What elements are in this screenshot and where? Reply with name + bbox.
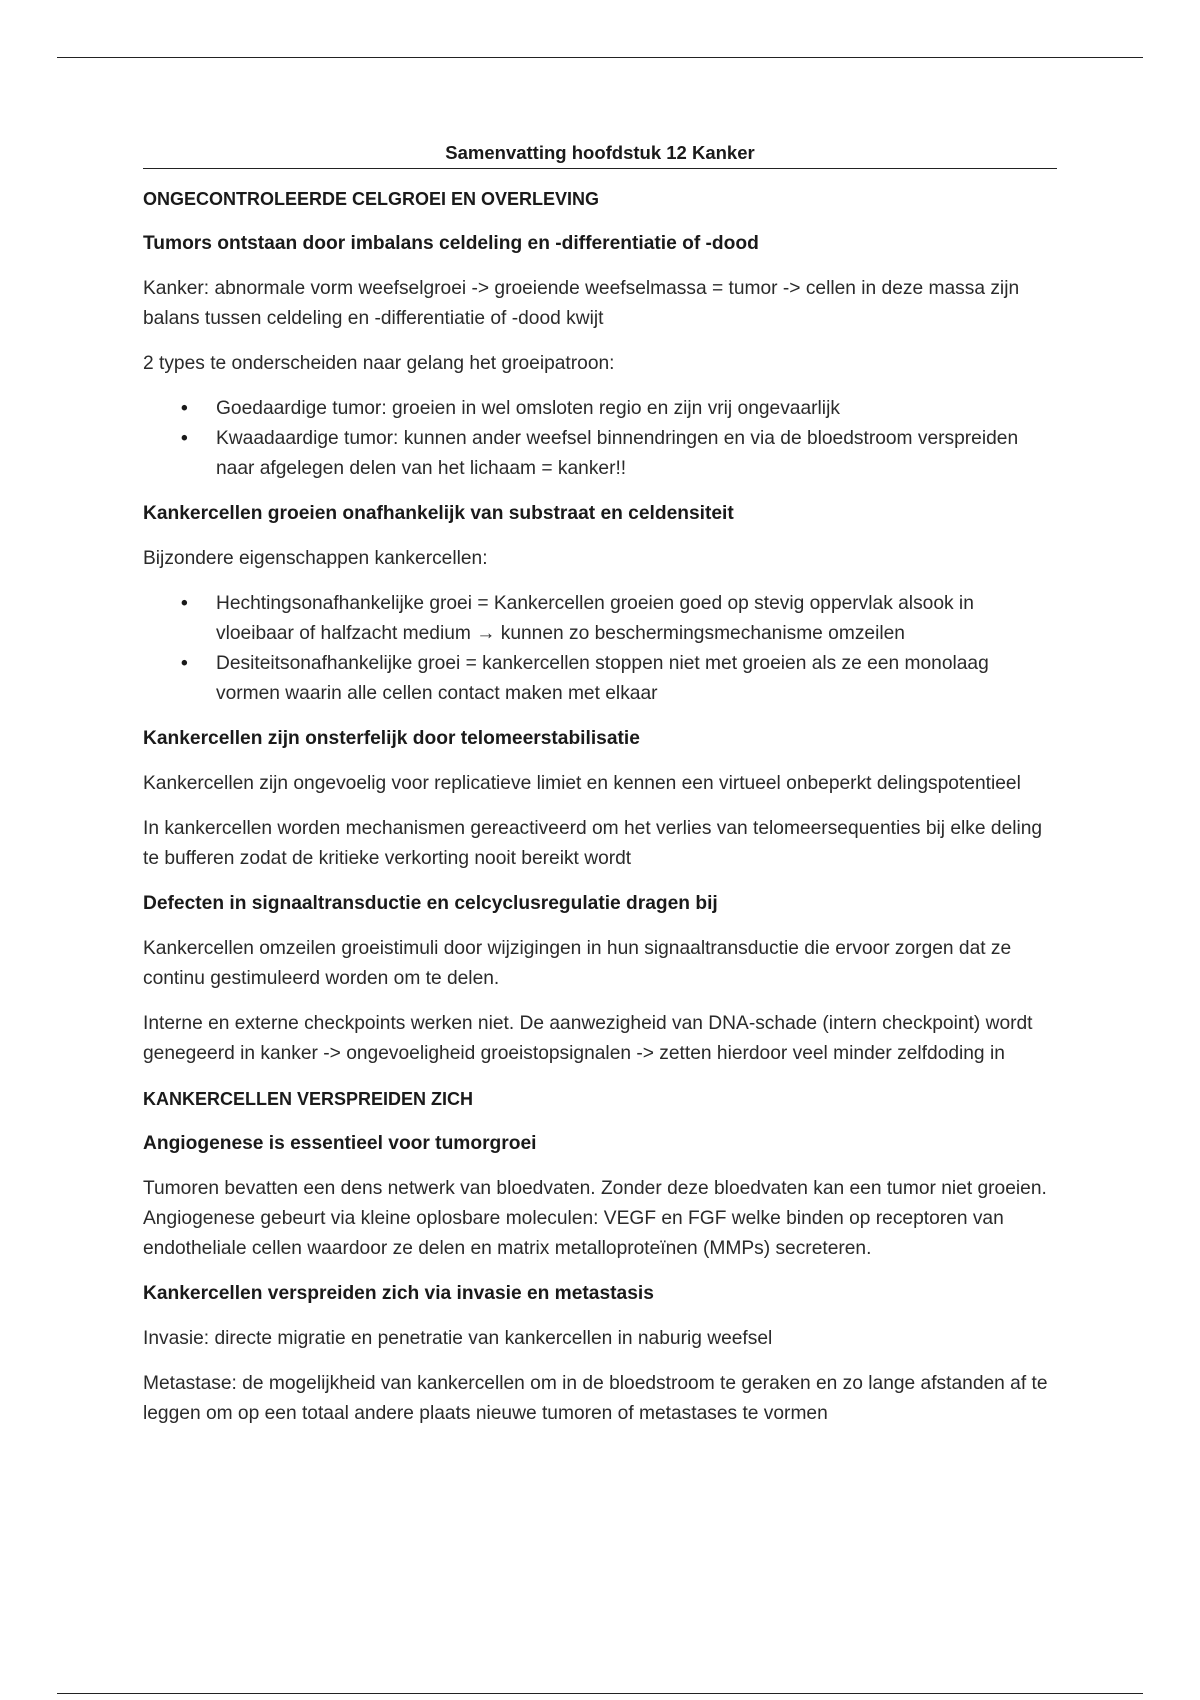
- list-item: [143, 424, 1057, 484]
- bullet-icon: •: [181, 398, 188, 419]
- page-top-rule: [57, 57, 1143, 58]
- subheading-telomeer: Kankercellen zijn onsterfelijk door telomeerstabilisatie: [143, 728, 640, 749]
- paragraph: Kanker: abnormale vorm weefselgroei -> groeiende weefselmassa = tumor -> cellen in deze massa zijn balans tussen celdeling en -differentiatie of -dood kwijt: [143, 278, 1020, 329]
- paragraph: 2 types te onderscheiden naar gelang het groeipatroon:: [143, 353, 615, 374]
- subheading-angiogenese: Angiogenese is essentieel voor tumorgroei: [143, 1133, 537, 1154]
- bullet-list-tumor-types: [143, 394, 1057, 484]
- paragraph: Invasie: directe migratie en penetratie van kankercellen in naburig weefsel: [143, 1328, 773, 1349]
- bullet-icon: •: [181, 593, 188, 614]
- paragraph: Kankercellen omzeilen groeistimuli door wijzigingen in hun signaaltransductie die ervoor zorgen dat ze continu gestimuleerd worden om te delen.: [143, 938, 1012, 989]
- subheading-imbalans: Tumors ontstaan door imbalans celdeling en -differentiatie of -dood: [143, 233, 759, 254]
- document-title: Samenvatting hoofdstuk 12 Kanker: [143, 140, 1057, 169]
- paragraph: Kankercellen zijn ongevoelig voor replicatieve limiet en kennen een virtueel onbeperkt delingspotentieel: [143, 773, 1021, 794]
- section-heading-verspreiden: KANKERCELLEN VERSPREIDEN ZICH: [143, 1089, 474, 1109]
- list-item: [143, 649, 1057, 709]
- subheading-invasie-metastasis: Kankercellen verspreiden zich via invasie en metastasis: [143, 1283, 654, 1304]
- list-item-text: Hechtingsonafhankelijke groei = Kankercellen groeien goed op stevig oppervlak alsook in vloeibaar of halfzacht medium → kunnen zo beschermingsmechanisme omzeilen: [216, 593, 974, 644]
- paragraph: Bijzondere eigenschappen kankercellen:: [143, 548, 488, 569]
- list-item-text: Kwaadaardige tumor: kunnen ander weefsel binnendringen en via de bloedstroom verspreiden naar afgelegen delen van het lichaam = kanker!!: [216, 428, 1019, 479]
- paragraph: Tumoren bevatten een dens netwerk van bloedvaten. Zonder deze bloedvaten kan een tumor niet groeien. Angiogenese gebeurt via kleine oplosbare moleculen: VEGF en FGF welke binden op receptoren van endotheliale cellen waardoor ze delen en matrix metalloproteïnen (MMPs) secreteren.: [143, 1178, 1047, 1259]
- list-item: [143, 589, 1057, 649]
- list-item-text: Desiteitsonafhankelijke groei = kankercellen stoppen niet met groeien als ze een monolaag vormen waarin alle cellen contact maken met elkaar: [216, 653, 989, 704]
- paragraph: Interne en externe checkpoints werken niet. De aanwezigheid van DNA-schade (intern checkpoint) wordt genegeerd in kanker -> ongevoeligheid groeistopsignalen -> zetten hierdoor veel minder zelfdoding in: [143, 1013, 1033, 1064]
- bullet-icon: •: [181, 428, 188, 449]
- paragraph: Metastase: de mogelijkheid van kankercellen om in de bloedstroom te geraken en zo lange afstanden af te leggen om op een totaal andere plaats nieuwe tumoren of metastases te vormen: [143, 1373, 1048, 1424]
- page-bottom-rule: [57, 1693, 1143, 1694]
- section-heading-celgroei: ONGECONTROLEERDE CELGROEI EN OVERLEVING: [143, 189, 600, 209]
- bullet-list-eigenschappen: [143, 589, 1057, 709]
- list-item: [143, 394, 1057, 424]
- subheading-substraat: Kankercellen groeien onafhankelijk van substraat en celdensiteit: [143, 503, 734, 524]
- paragraph: In kankercellen worden mechanismen gereactiveerd om het verlies van telomeersequenties bij elke deling te bufferen zodat de kritieke verkorting nooit bereikt wordt: [143, 818, 1043, 869]
- list-item-text: Goedaardige tumor: groeien in wel omsloten regio en zijn vrij ongevaarlijk: [216, 398, 840, 419]
- document-body: [143, 140, 1057, 1444]
- subheading-signaaltransductie: Defecten in signaaltransductie en celcyclusregulatie dragen bij: [143, 893, 718, 914]
- bullet-icon: •: [181, 653, 188, 674]
